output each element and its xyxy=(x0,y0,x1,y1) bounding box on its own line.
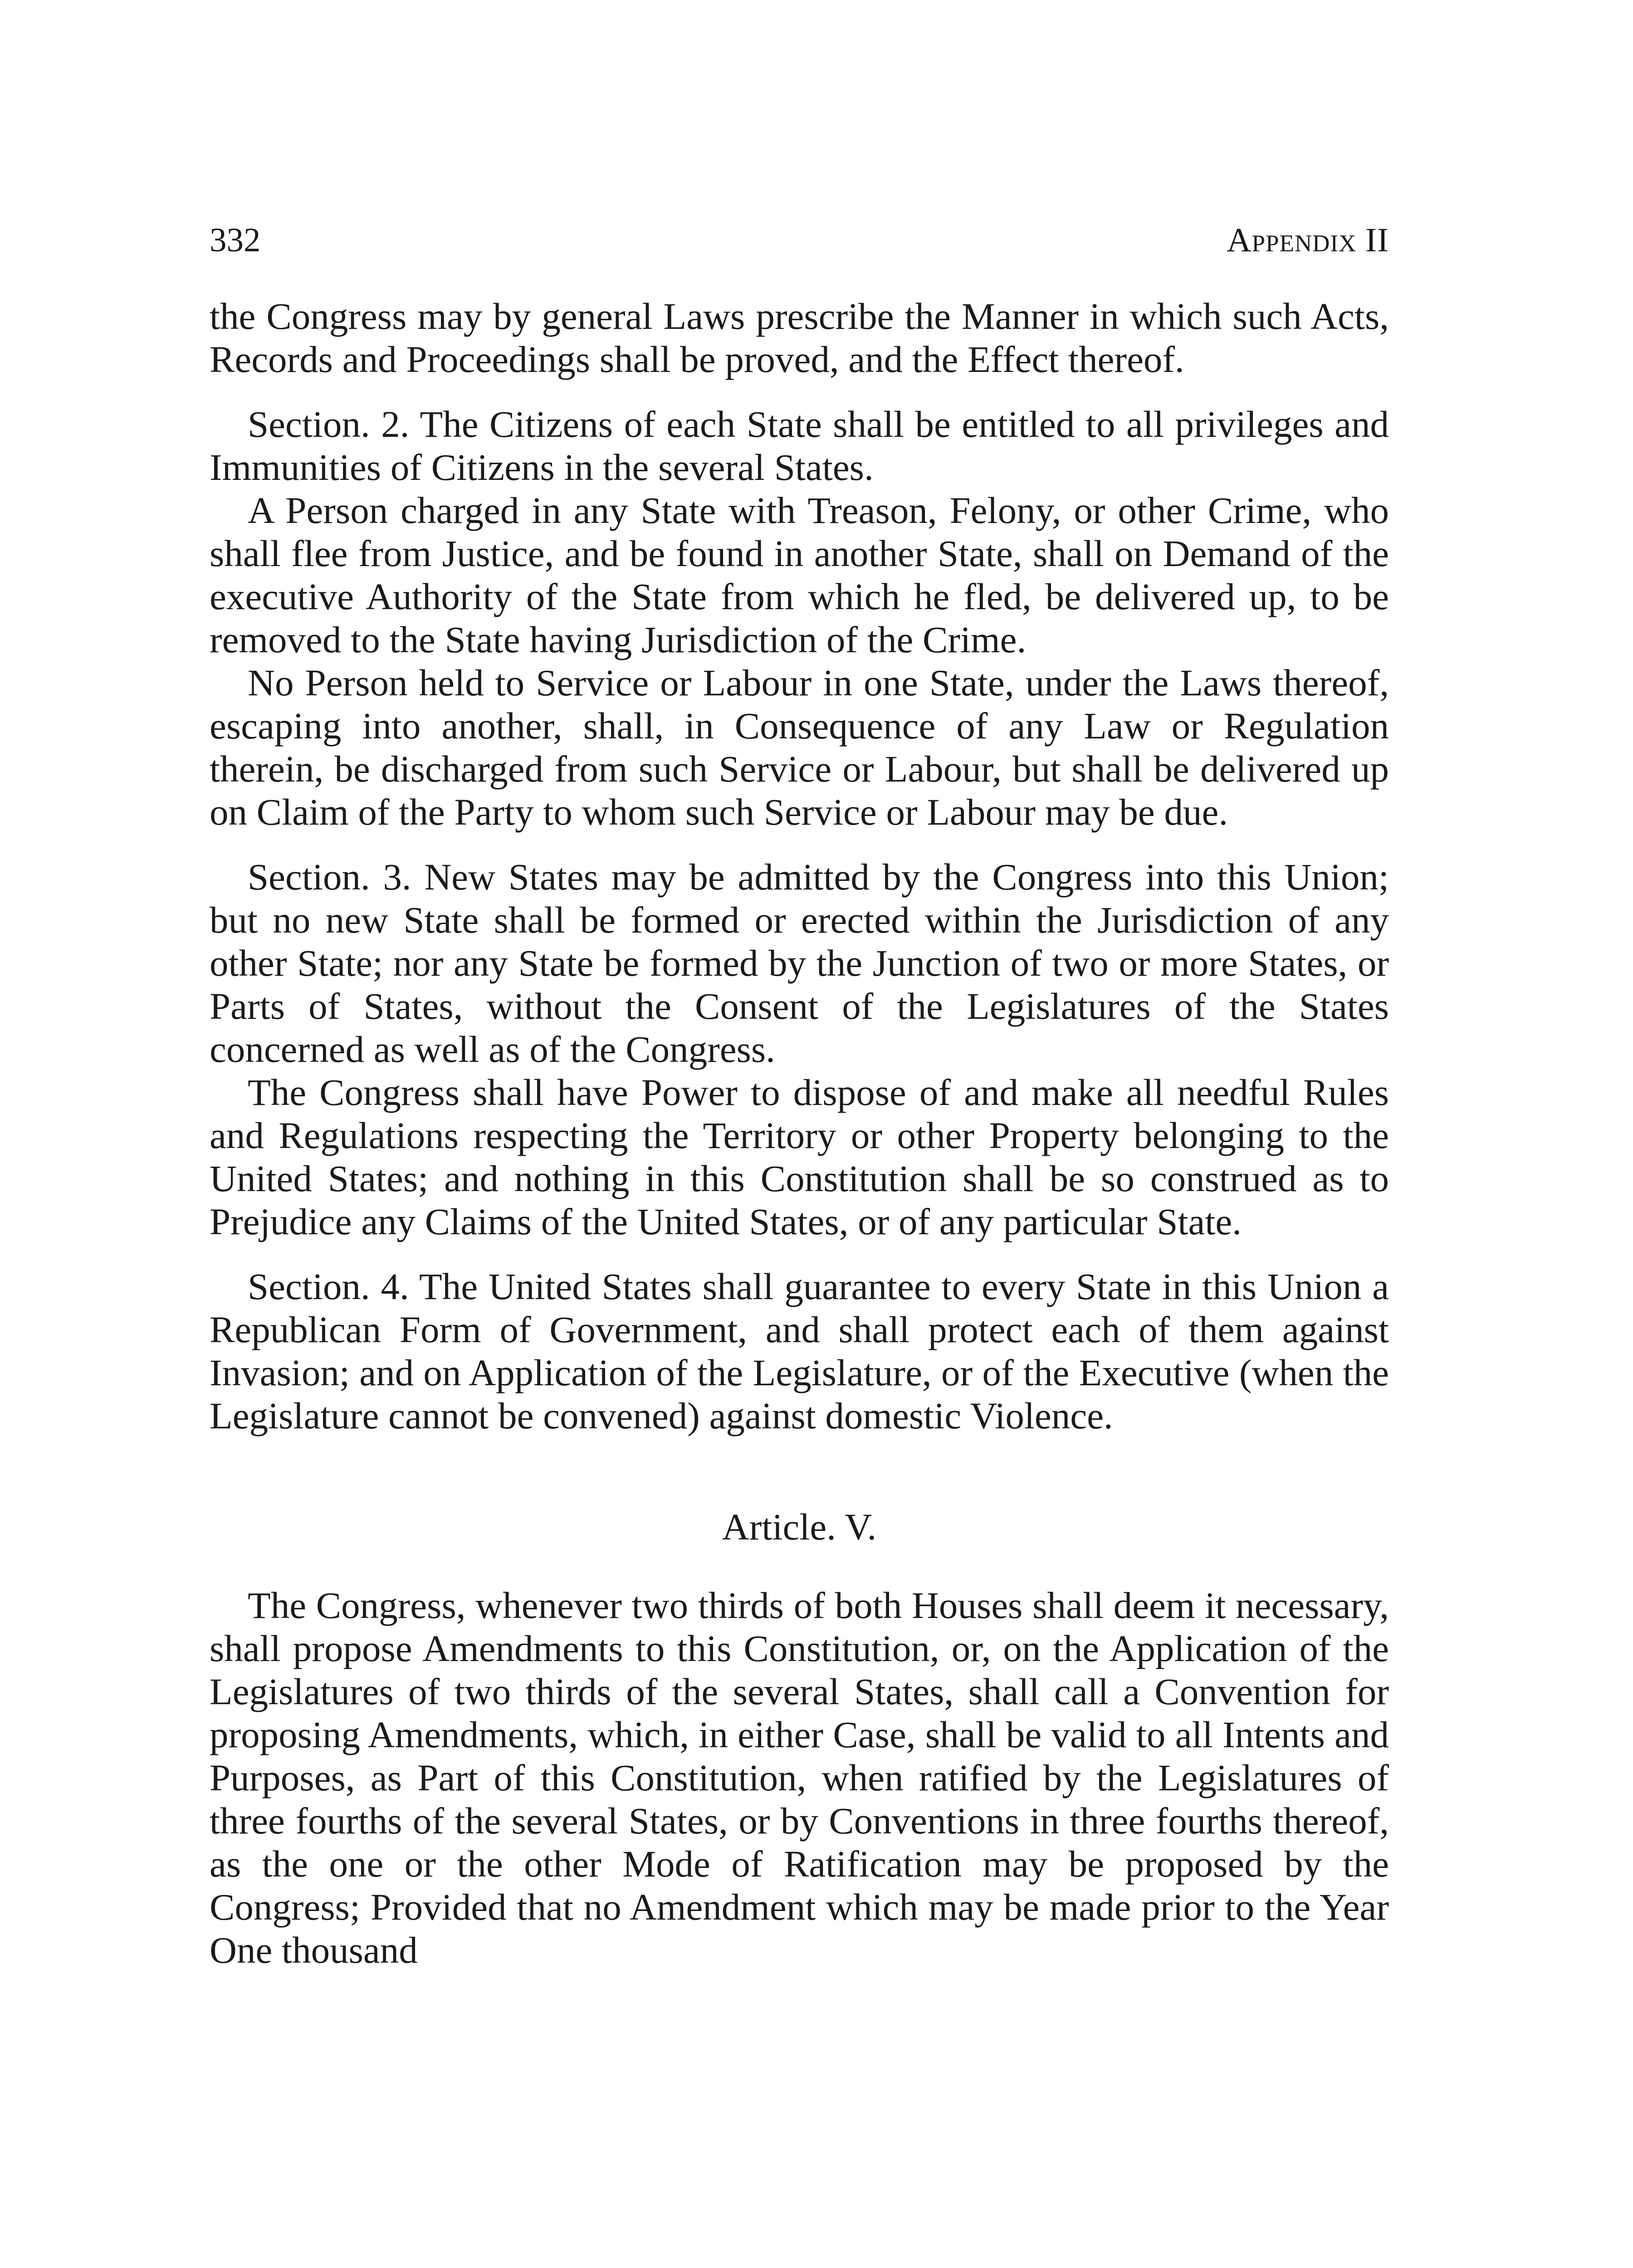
paragraph-article-v: The Congress, whenever two thirds of both Houses shall deem it necessary, shall propose Amendments to this Constitution, or, on the Application of the Legislatures of two thirds of the several States, shall call a Convention for proposing Amendments, which, in either Case, shall be valid to all Intents and Purposes, as Part of this Constitution, when ratified by the Legislatures of three fourths of the several States, or by Conventions in three fourths thereof, as the one or the other Mode of Ratification may be proposed by the Congress; Provided that no Amendment which may be made prior to the Year One thousand xyxy=(210,1584,1389,1971)
page-body xyxy=(210,295,1389,1972)
article-heading: Article. V. xyxy=(722,1506,877,1548)
running-head: Appendix II xyxy=(1227,221,1389,259)
paragraph-section-4: Section. 4. The United States shall guarantee to every State in this Union a Republican Form of Government, and shall protect each of them against Invasion; and on Application of the Legislature, or of the Executive (when the Legislature cannot be convened) against domestic Violence. xyxy=(210,1266,1389,1437)
page-number: 332 xyxy=(210,221,261,259)
paragraph-section-3: Section. 3. New States may be admitted by the Congress into this Union; but no new State shall be formed or erected within the Jurisdiction of any other State; nor any State be formed by the Junction of two or more States, or Parts of States, without the Consent of the Legislatures of the States concerned as well as of the Congress. xyxy=(210,856,1389,1070)
paragraph-service-labour: No Person held to Service or Labour in one State, under the Laws thereof, escaping into another, shall, in Consequence of any Law or Regulation therein, be discharged from such Service or Labour, but shall be delivered up on Claim of the Party to whom such Service or Labour may be due. xyxy=(210,662,1389,833)
paragraph-continuation: the Congress may by general Laws prescribe the Manner in which such Acts, Records and Proceedings shall be proved, and the Effect thereof. xyxy=(210,295,1389,380)
paragraph-extradition: A Person charged in any State with Treason, Felony, or other Crime, who shall flee from Justice, and be found in another State, shall on Demand of the executive Authority of the State from which he fled, be delivered up, to be removed to the State having Jurisdiction of the Crime. xyxy=(210,489,1389,660)
page-header xyxy=(210,215,1389,265)
paragraph-section-2: Section. 2. The Citizens of each State shall be entitled to all privileges and Immunities of Citizens in the several States. xyxy=(210,403,1389,488)
paragraph-territory: The Congress shall have Power to dispose of and make all needful Rules and Regulations respecting the Territory or other Property belonging to the United States; and nothing in this Constitution shall be so construed as to Prejudice any Claims of the United States, or of any particular State. xyxy=(210,1071,1389,1242)
